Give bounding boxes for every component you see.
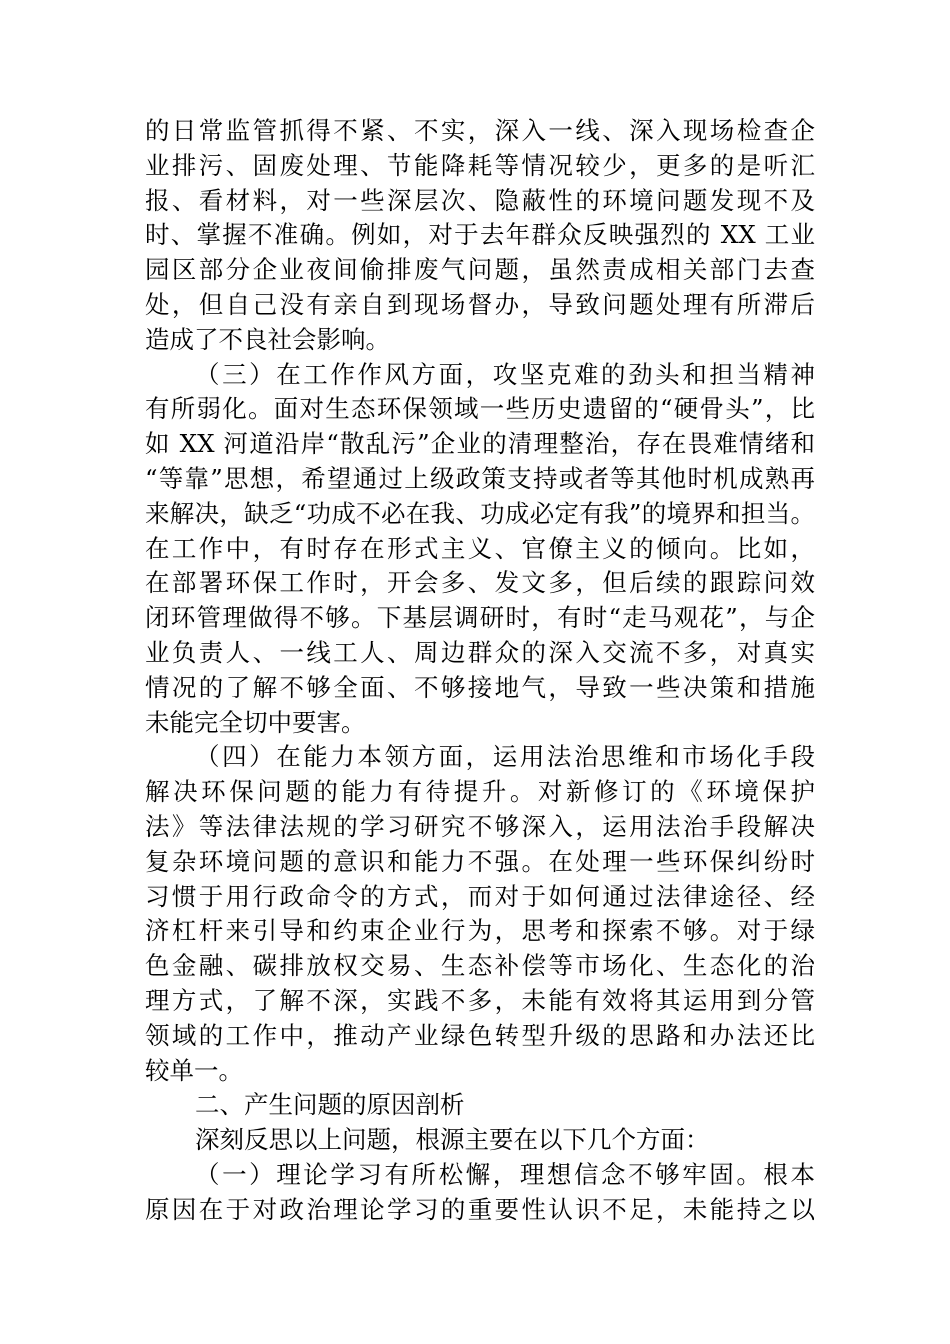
text-line: 较单一。 [145,1055,243,1085]
text-line: 情况的了解不够全面、不够接地气，导致一些决策和措施 [145,672,815,702]
text-line: 时、掌握不准确。例如，对于去年群众反映强烈的 XX 工业 [145,220,815,250]
text-line: 在工作中，有时存在形式主义、官僚主义的倾向。比如， [145,533,815,563]
text-line: 在部署环保工作时，开会多、发文多，但后续的跟踪问效 [145,568,815,598]
text-line: （四）在能力本领方面，运用法治思维和市场化手段 [195,742,815,772]
text-line: 如 XX 河道沿岸“散乱污”企业的清理整治，存在畏难情绪和 [145,429,815,459]
text-line: 原因在于对政治理论学习的重要性认识不足，未能持之以 [145,1194,815,1224]
text-line: 处，但自己没有亲自到现场督办，导致问题处理有所滞后 [145,289,815,319]
text-line: （一）理论学习有所松懈，理想信念不够牢固。根本 [195,1159,815,1189]
text-line: 解决环保问题的能力有待提升。对新修订的《环境保护 [145,777,815,807]
text-line: 复杂环境问题的意识和能力不强。在处理一些环保纠纷时 [145,846,815,876]
text-line: 二、产生问题的原因剖析 [195,1090,465,1120]
text-line: 来解决，缺乏“功成不必在我、功成必定有我”的境界和担当。 [145,498,815,528]
text-line: 习惯于用行政命令的方式，而对于如何通过法律途径、经 [145,881,815,911]
text-line: 未能完全切中要害。 [145,707,366,737]
text-line: 造成了不良社会影响。 [145,324,390,354]
text-line: 济杠杆来引导和约束企业行为，思考和探索不够。对于绿 [145,916,815,946]
text-line: 色金融、碳排放权交易、生态补偿等市场化、生态化的治 [145,951,815,981]
text-line: 深刻反思以上问题，根源主要在以下几个方面： [195,1125,710,1155]
text-line: 领域的工作中，推动产业绿色转型升级的思路和办法还比 [145,1020,815,1050]
text-line: 理方式，了解不深，实践不多，未能有效将其运用到分管 [145,985,815,1015]
text-line: 的日常监管抓得不紧、不实，深入一线、深入现场检查企 [145,116,815,145]
text-line: 园区部分企业夜间偷排废气问题，虽然责成相关部门去查 [145,255,815,285]
text-line: 有所弱化。面对生态环保领域一些历史遗留的“硬骨头”，比 [145,394,815,424]
text-line: 法》等法律法规的学习研究不够深入，运用法治手段解决 [145,811,815,841]
text-line: 报、看材料，对一些深层次、隐蔽性的环境问题发现不及 [145,185,815,215]
document-body [145,114,815,1228]
text-line: 业排污、固废处理、节能降耗等情况较少，更多的是听汇 [145,150,815,180]
text-line: 闭环管理做得不够。下基层调研时，有时“走马观花”，与企 [145,603,815,633]
text-line: 业负责人、一线工人、周边群众的深入交流不多，对真实 [145,637,815,667]
text-line: （三）在工作作风方面，攻坚克难的劲头和担当精神 [195,359,815,389]
text-line: “等靠”思想，希望通过上级政策支持或者等其他时机成熟再 [145,463,815,493]
